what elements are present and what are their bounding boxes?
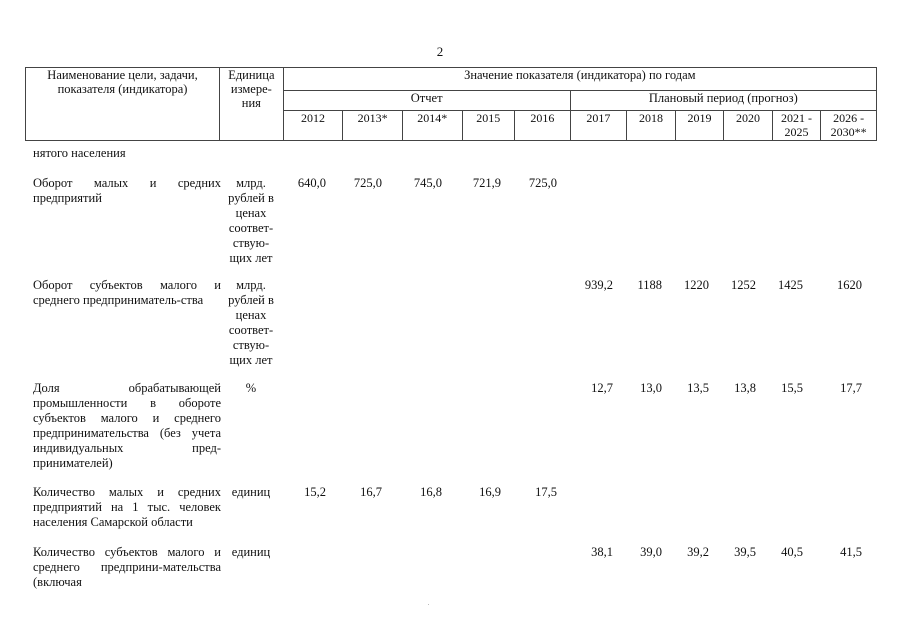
indicator-value: 15,5 — [781, 381, 803, 395]
report-period-header: Отчет — [283, 91, 570, 111]
indicator-value: 1188 — [637, 278, 662, 292]
indicator-value: 41,5 — [840, 545, 862, 559]
indicator-value: 16,7 — [360, 485, 382, 499]
year-header: 2017 — [570, 111, 627, 141]
year-header: 2018 — [627, 111, 676, 141]
year-header: 2013* — [343, 111, 403, 141]
indicator-value: 13,8 — [734, 381, 756, 395]
indicator-value: 39,0 — [640, 545, 662, 559]
indicator-value: 745,0 — [413, 176, 442, 190]
indicator-unit: % — [245, 381, 257, 395]
year-header: 2021 - 2025 — [772, 111, 821, 141]
year-header: 2026 - 2030** — [821, 111, 877, 141]
year-header: 2016 — [515, 111, 571, 141]
indicator-value: 1425 — [778, 278, 803, 292]
indicator-value: 40,5 — [781, 545, 803, 559]
indicator-value: 16,9 — [479, 485, 501, 499]
indicator-value: 640,0 — [297, 176, 326, 190]
year-header: 2019 — [675, 111, 724, 141]
plan-period-header: Плановый период (прогноз) — [570, 91, 876, 111]
indicator-value: 13,5 — [687, 381, 709, 395]
indicator-value: 725,0 — [528, 176, 557, 190]
indicator-unit: млрд. рублей в ценах соответ-ствую-щих лет — [228, 176, 274, 265]
indicator-unit: единиц — [231, 545, 271, 559]
indicator-unit: единиц — [231, 485, 271, 499]
year-header: 2014* — [402, 111, 462, 141]
indicator-name: Количество малых и средних предприятий на 1 тыс. человек населения Самарской области — [33, 485, 221, 529]
indicator-table-header — [25, 67, 877, 141]
indicator-value: 39,2 — [687, 545, 709, 559]
indicator-value: 725,0 — [353, 176, 382, 190]
indicator-value: 12,7 — [591, 381, 613, 395]
unit-column-header: Единица измере-ния — [220, 68, 284, 141]
indicator-name: Доля обрабатывающей промышленности в обороте субъектов малого и среднего предпринимательства (без учета индивидуальных пред-принимателей) — [33, 381, 221, 470]
indicator-value: 13,0 — [640, 381, 662, 395]
indicator-name: Оборот субъектов малого и среднего предприниматель-ства — [33, 278, 221, 307]
scan-speck — [428, 604, 429, 605]
indicator-value: 17,7 — [840, 381, 862, 395]
indicator-value: 1220 — [684, 278, 709, 292]
indicator-value: 16,8 — [420, 485, 442, 499]
indicator-name: Количество субъектов малого и среднего предприни-мательства (включая — [33, 545, 221, 589]
goal-column-header: Наименование цели, задачи, показателя (индикатора) — [26, 68, 220, 141]
indicator-value: 38,1 — [591, 545, 613, 559]
year-header: 2015 — [462, 111, 515, 141]
indicator-value: 1252 — [731, 278, 756, 292]
values-by-year-header: Значение показателя (индикатора) по годам — [283, 68, 876, 91]
continuation-text: нятого населения — [33, 146, 126, 160]
indicator-value: 1620 — [837, 278, 862, 292]
indicator-value: 721,9 — [472, 176, 501, 190]
indicator-value: 15,2 — [304, 485, 326, 499]
indicator-value: 39,5 — [734, 545, 756, 559]
indicator-value: 17,5 — [535, 485, 557, 499]
year-header: 2012 — [283, 111, 343, 141]
indicator-unit: млрд. рублей в ценах соответ-ствую-щих лет — [228, 278, 274, 367]
page-number: 2 — [436, 44, 444, 59]
indicator-value: 939,2 — [584, 278, 613, 292]
indicator-name: Оборот малых и средних предприятий — [33, 176, 221, 205]
year-header: 2020 — [724, 111, 773, 141]
